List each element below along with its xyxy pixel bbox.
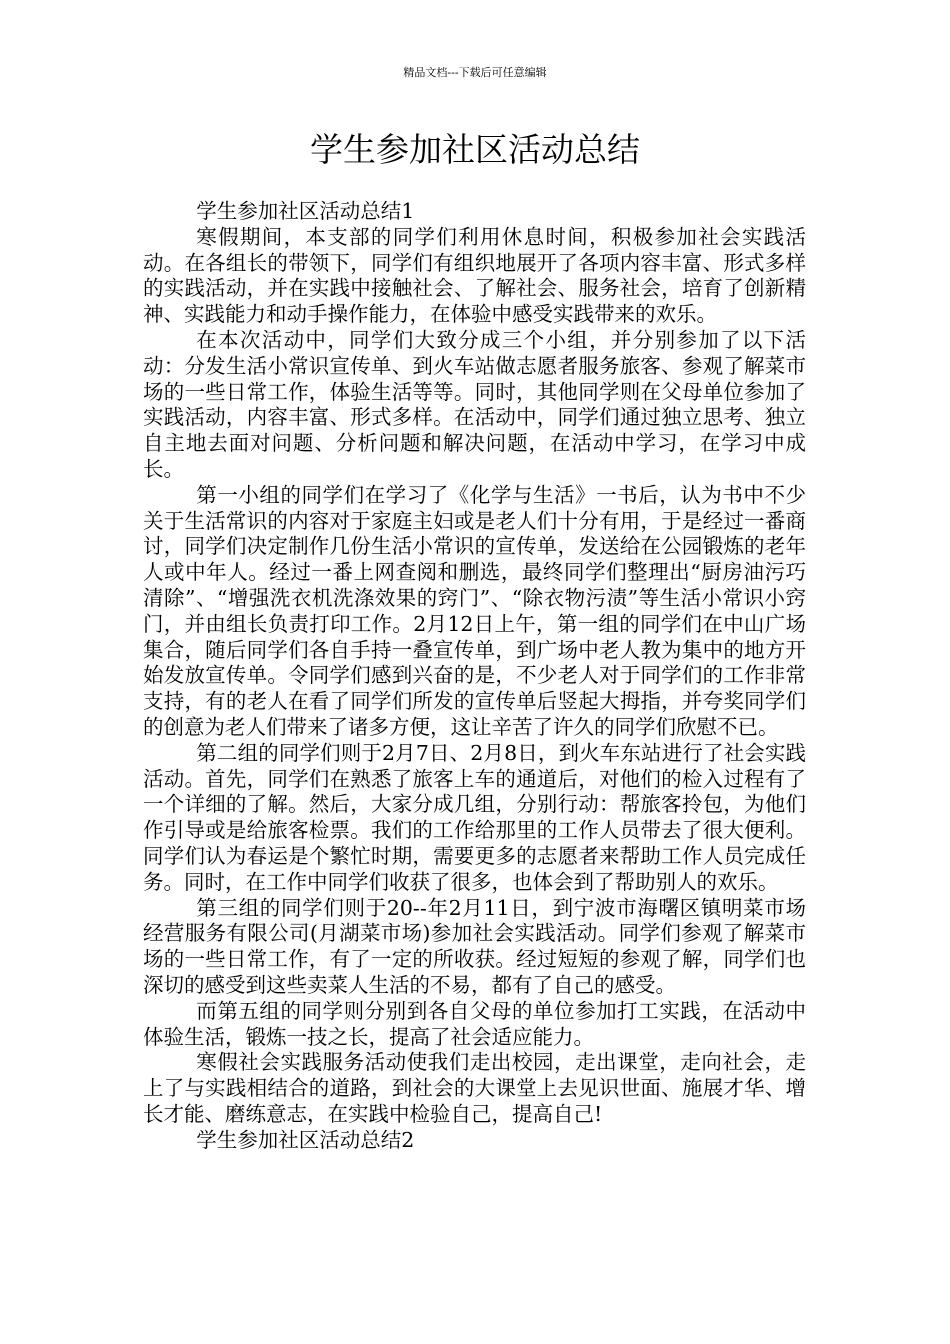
section-heading-2: 学生参加社区活动总结2 <box>196 1127 415 1152</box>
paragraph-groups-overview: 在本次活动中，同学们大致分成三个小组，并分别参加了以下活动：分发生活小常识宣传单、到火车站做志愿者服务旅客、参观了解菜市场的一些日常工作，体验生活等等。同时，其他同学则在父母单位参加了实践活动，内容丰富、形式多样。在活动中，同学们通过独立思考、独立自主地去面对问题、分析问题和解决问题，在活动中学习，在学习中成长。 <box>143 327 806 481</box>
paragraph-group-three: 第三组的同学们则于20--年2月11日，到宁波市海曙区镇明菜市场经营服务有限公司(月湖菜市场)参加社会实践活动。同学们参观了解菜市场的一些日常工作，有了一定的所收获。经过短短的参观了解，同学们也深切的感受到这些卖菜人生活的不易，都有了自己的感受。 <box>143 895 806 997</box>
paragraph-group-two: 第二组的同学们则于2月7日、2月8日，到火车东站进行了社会实践活动。首先，同学们在熟悉了旅客上车的通道后，对他们的检入过程有了一个详细的了解。然后，大家分成几组，分别行动：帮旅客拎包，为他们作引导或是给旅客检票。我们的工作给那里的工作人员带去了很大便利。同学们认为春运是个繁忙时期，需要更多的志愿者来帮助工作人员完成任务。同时，在工作中同学们收获了很多，也体会到了帮助别人的欢乐。 <box>143 740 806 894</box>
section-heading-1: 学生参加社区活动总结1 <box>196 199 415 223</box>
paragraph-group-five: 而第五组的同学则分别到各自父母的单位参加打工实践，在活动中体验生活，锻炼一技之长，提高了社会适应能力。 <box>143 998 806 1049</box>
document-body <box>143 199 806 1153</box>
paragraph-group-one: 第一小组的同学们在学习了《化学与生活》一书后，认为书中不少关于生活常识的内容对于家庭主妇或是老人们十分有用，于是经过一番商讨，同学们决定制作几份生活小常识的宣传单，发送给在公园锻炼的老年人或中年人。经过一番上网查阅和删选，最终同学们整理出“厨房油污巧清除”、“增强洗衣机洗涤效果的窍门”、“除衣物污渍”等生活小常识小窍门，并由组长负责打印工作。2月12日上午，第一组的同学们在中山广场集合，随后同学们各自手持一叠宣传单，到广场中老人教为集中的地方开始发放宣传单。令同学们感到兴奋的是，不少老人对于同学们的工作非常支持，有的老人在看了同学们所发的宣传单后竖起大拇指，并夸奖同学们的创意为老人们带来了诸多方便，这让辛苦了许久的同学们欣慰不已。 <box>143 482 806 739</box>
paragraph-conclusion: 寒假社会实践服务活动使我们走出校园，走出课堂，走向社会，走上了与实践相结合的道路，到社会的大课堂上去见识世面、施展才华、增长才能、磨练意志，在实践中检验自己，提高自己! <box>143 1050 806 1126</box>
paragraph-intro: 寒假期间，本支部的同学们利用休息时间，积极参加社会实践活动。在各组长的带领下，同学们有组织地展开了各项内容丰富、形式多样的实践活动，并在实践中接触社会、了解社会、服务社会，培育了创新精神、实践能力和动手操作能力，在体验中感受实践带来的欢乐。 <box>143 224 806 327</box>
document-title: 学生参加社区活动总结 <box>310 130 640 169</box>
header-note: 精品文档---下载后可任意编辑 <box>403 66 547 79</box>
